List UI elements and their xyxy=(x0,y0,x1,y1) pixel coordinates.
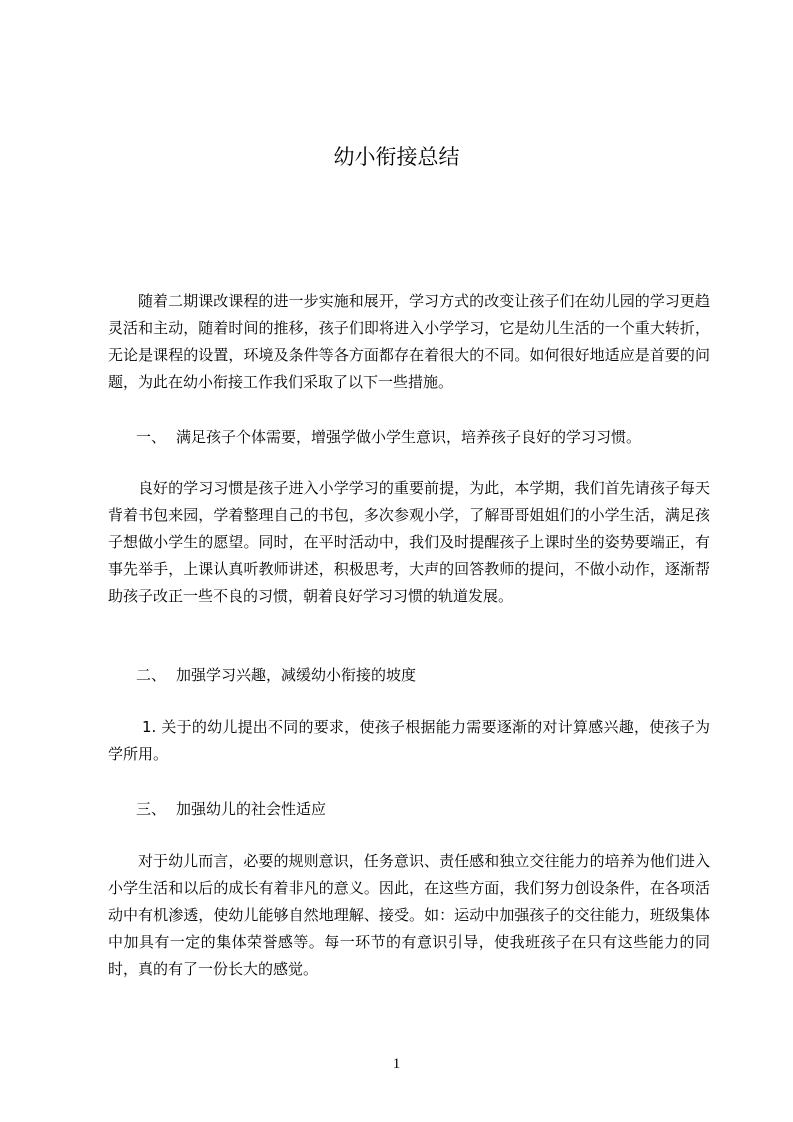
section-1-heading-text: 满足孩子个体需要，增强学做小学生意识，培养孩子良好的学习习惯。 xyxy=(176,428,642,446)
intro-paragraph: 随着二期课改课程的进一步实施和展开，学习方式的改变让孩子们在幼儿园的学习更趋灵活和主动，随着时间的推移，孩子们即将进入小学学习，它是幼儿生活的一个重大转折，无论是课程的设置，环境及条件等各方面都存在着很大的不同。如何很好地适应是首要的问题，为此在幼小衔接工作我们采取了以下一些措施。 xyxy=(108,292,710,391)
section-1-body: 良好的学习习惯是孩子进入小学学习的重要前提，为此，本学期，我们首先请孩子每天背着书包来园，学着整理自己的书包，多次参观小学，了解哥哥姐姐们的小学生活，满足孩子想做小学生的愿望。同时，在平时活动中，我们及时提醒孩子上课时坐的姿势要端正，有事先举手，上课认真听教师讲述，积极思考，大声的回答教师的提问，不做小动作，逐渐帮助孩子改正一些不良的习惯，朝着良好学习习惯的轨道发展。 xyxy=(108,479,710,605)
section-2-heading-text: 加强学习兴趣，减缓幼小衔接的坡度 xyxy=(176,666,417,684)
section-2-item-text: 关于的幼儿提出不同的要求，使孩子根据能力需要逐渐的对计算感兴趣，使孩子为学所用。 xyxy=(108,718,710,763)
section-3-heading-text: 加强幼儿的社会性适应 xyxy=(176,800,327,818)
document-title: 幼小衔接总结 xyxy=(333,145,460,169)
section-3-number: 三、 xyxy=(136,800,167,818)
section-2-item-number: 1. xyxy=(142,718,157,736)
section-2-number: 二、 xyxy=(136,666,167,684)
section-3-body: 对于幼儿而言，必要的规则意识，任务意识、责任感和独立交往能力的培养为他们进入小学生活和以后的成长有着非凡的意义。因此，在这些方面，我们努力创设条件，在各项活动中有机渗透，使幼儿能够自然地理解、接受。如：运动中加强孩子的交往能力，班级集体中加具有一定的集体荣誉感等。每一环节的有意识引导，使我班孩子在只有这些能力的同时，真的有了一份长大的感觉。 xyxy=(108,852,710,978)
page-number: 1 xyxy=(392,1056,401,1072)
section-1-heading xyxy=(136,424,641,451)
section-1-number: 一、 xyxy=(136,428,167,446)
section-2-heading xyxy=(136,662,416,689)
section-2-list-item xyxy=(108,714,710,768)
section-3-heading xyxy=(136,796,326,823)
